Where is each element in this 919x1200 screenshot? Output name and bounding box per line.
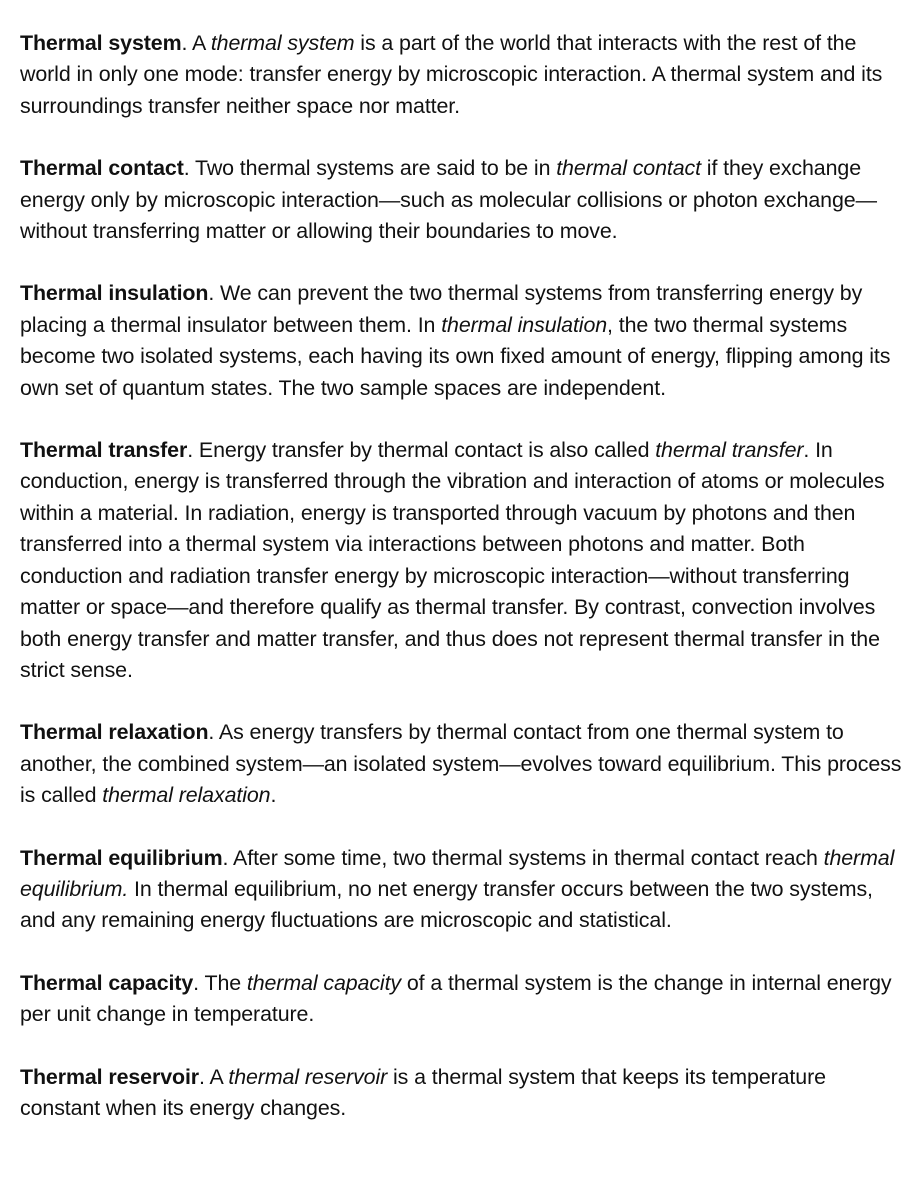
definitions-list — [20, 28, 909, 1124]
definition-emphasis: thermal relaxation — [102, 783, 271, 808]
definition-text: of a thermal system is the change in internal energy per unit change in temperature. — [20, 970, 892, 1027]
definition-term: Thermal relaxation — [20, 720, 209, 745]
definition-text: . A — [181, 31, 211, 55]
definition-term: Thermal transfer — [20, 438, 188, 463]
definition-text: is a thermal system that keeps its temperature constant when its energy changes. — [20, 1064, 826, 1120]
definition-text: . The — [193, 970, 247, 995]
definition-term: Thermal equilibrium — [20, 845, 223, 870]
definition-term: Thermal contact — [20, 156, 184, 181]
definition-paragraph — [20, 278, 909, 404]
definition-term: Thermal system — [20, 31, 182, 55]
definition-emphasis: thermal system — [210, 31, 355, 55]
definition-paragraph — [20, 435, 909, 686]
definition-paragraph — [20, 1062, 909, 1125]
definition-text: . Energy transfer by thermal contact is also called — [187, 438, 656, 463]
definition-text: is a part of the world that interacts with the rest of the world in only one mode: transfer energy by microscopic interaction. A thermal system and its surroundings transfer neither space nor matter. — [20, 31, 883, 118]
definition-term: Thermal capacity — [20, 970, 194, 995]
definition-text: In thermal equilibrium, no net energy transfer occurs between the two systems, and any remaining energy fluctuations are microscopic and statistical. — [20, 876, 873, 933]
definition-emphasis: thermal contact — [556, 156, 701, 181]
definition-paragraph — [20, 968, 909, 1031]
definition-term: Thermal insulation — [20, 281, 209, 306]
definition-text: . Two thermal systems are said to be in — [183, 156, 557, 181]
definition-text: . In conduction, energy is transferred through the vibration and interaction of atoms or molecules within a material. In radiation, energy is transported through vacuum by photons and then transferred into a thermal system via interactions between photons and matter. Both conduction and radiation transfer energy by microscopic interaction—without transferring matter or space—and therefore qualify as thermal transfer. By contrast, convection involves both energy transfer and matter transfer, and thus does not represent thermal transfer in the strict sense. — [20, 438, 885, 682]
definition-text: . After some time, two thermal systems in thermal contact reach — [222, 845, 824, 870]
definition-paragraph — [20, 153, 909, 247]
definition-paragraph — [20, 717, 909, 811]
definition-text: . A — [199, 1064, 229, 1089]
definition-emphasis: thermal capacity — [246, 970, 402, 995]
definition-emphasis: thermal transfer — [655, 438, 804, 463]
definition-emphasis: thermal insulation — [441, 312, 608, 337]
definition-emphasis: thermal reservoir — [228, 1064, 388, 1089]
definition-text: if they exchange energy only by microscopic interaction—such as molecular collisions or photon exchange—without transferring matter or allowing their boundaries to move. — [20, 156, 877, 244]
definition-text: . As energy transfers by thermal contact from one thermal system to another, the combined system—an isolated system—evolves toward equilibrium. This process is called — [20, 720, 902, 808]
definition-term: Thermal reservoir — [20, 1064, 200, 1089]
definition-text: , the two thermal systems become two isolated systems, each having its own fixed amount of energy, flipping among its own set of quantum states. The two sample spaces are independent. — [20, 312, 891, 400]
definition-paragraph — [20, 843, 909, 937]
definition-paragraph — [20, 28, 909, 122]
definition-text: . We can prevent the two thermal systems from transferring energy by placing a thermal insulator between them. In — [20, 281, 863, 337]
definition-text: . — [270, 783, 277, 808]
definition-emphasis: thermal equilibrium. — [20, 845, 895, 901]
